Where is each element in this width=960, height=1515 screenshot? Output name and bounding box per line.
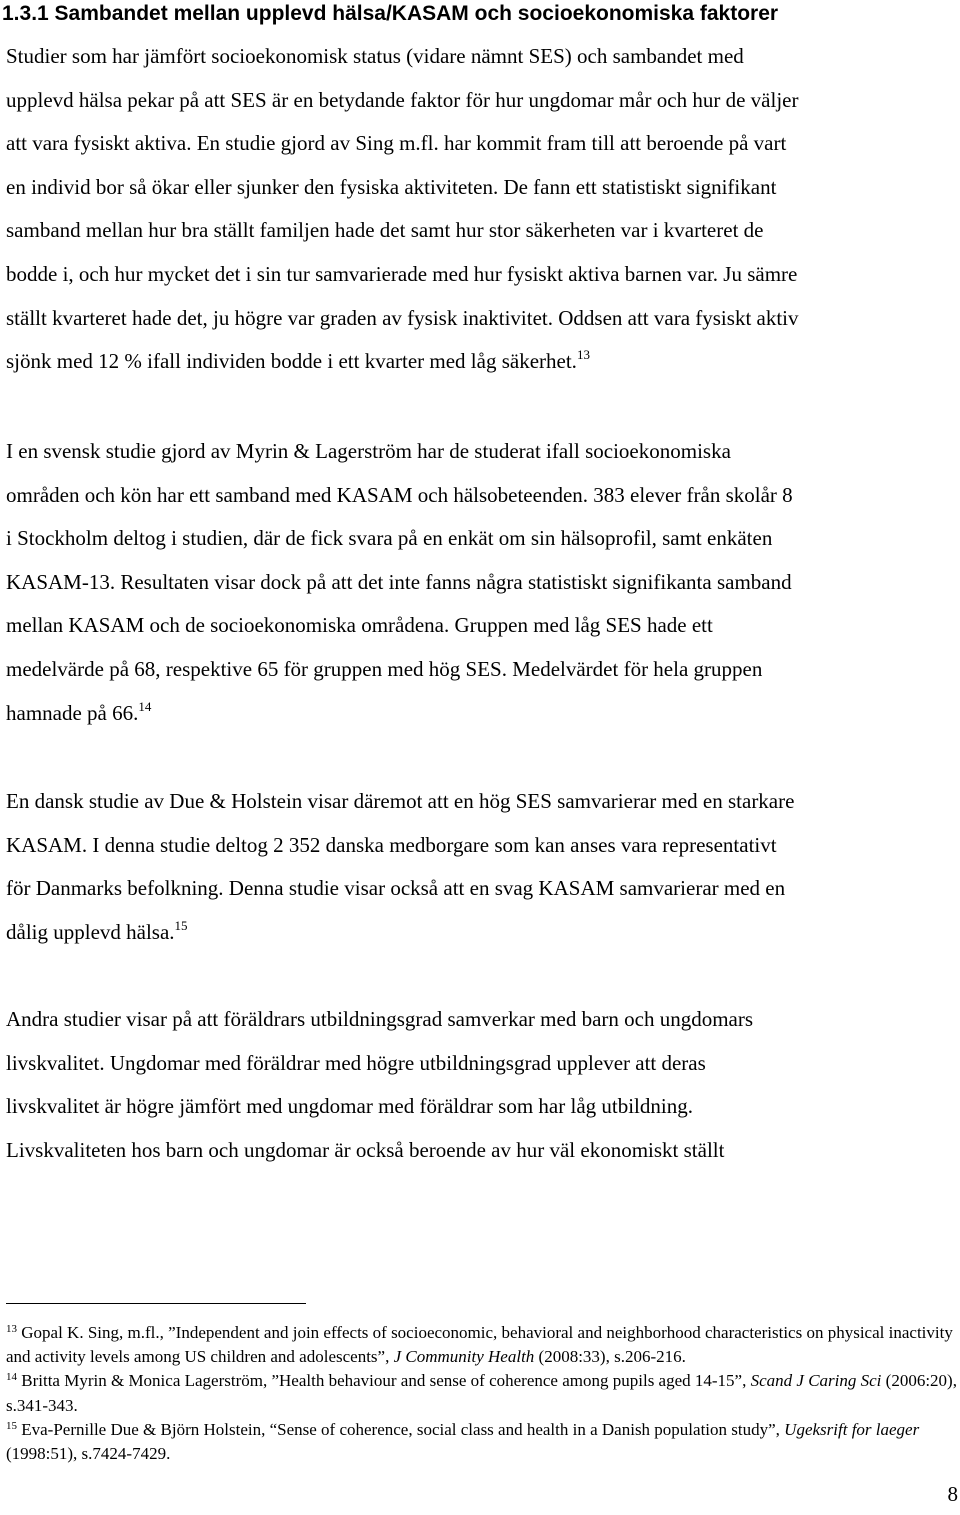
- footnote-text-end: (2008:33), s.206-216.: [534, 1347, 686, 1367]
- text-line: Andra studier visar på att föräldrars utbildningsgrad samverkar med barn och ungdomars: [6, 1007, 754, 1031]
- text-line: mellan KASAM och de socioekonomiska områdena. Gruppen med låg SES hade ett: [6, 613, 713, 638]
- footnote-journal: J Community Health: [393, 1347, 535, 1367]
- text-line: [6, 911, 960, 955]
- paragraph-danish-study: [6, 780, 960, 954]
- text-line: [6, 340, 960, 384]
- footnote-13: [6, 1321, 960, 1369]
- text-line: att vara fysiskt aktiva. En studie gjord av Sing m.fl. har kommit fram till att beroende på vart: [6, 131, 787, 156]
- footnote-ref-13[interactable]: 13: [576, 347, 590, 363]
- text-line: Studier som har jämfört socioekonomisk status (vidare nämnt SES) och sambandet med: [6, 44, 744, 68]
- text-line: upplevd hälsa pekar på att SES är en betydande faktor för hur ungdomar mår och hur de väljer: [6, 87, 799, 112]
- paragraph-swedish-study: [6, 430, 960, 735]
- text-line-content: dålig upplevd hälsa.: [6, 919, 175, 944]
- footnote-text: Eva-Pernille Due & Björn Holstein, “Sense of coherence, social class and health in a Danish population study”,: [21, 1419, 785, 1439]
- footnote-number: 15: [6, 1419, 17, 1432]
- footnote-journal: Ugeksrift for laeger: [784, 1419, 920, 1439]
- text-line: medelvärde på 68, respektive 65 för gruppen med hög SES. Medelvärdet för hela gruppen: [6, 656, 763, 681]
- text-line-content: sjönk med 12 % ifall individen bodde i ett kvarter med låg säkerhet.: [6, 349, 577, 374]
- text-line: områden och kön har ett samband med KASAM och hälsobeteenden. 383 elever från skolår 8: [6, 482, 793, 507]
- text-line: Livskvaliteten hos barn och ungdomar är också beroende av hur väl ekonomiskt ställt: [6, 1137, 725, 1162]
- footnote-15: [6, 1418, 960, 1466]
- text-line: livskvalitet. Ungdomar med föräldrar med högre utbildningsgrad upplever att deras: [6, 1050, 706, 1075]
- text-line: i Stockholm deltog i studien, där de fick svara på en enkät om sin hälsoprofil, samt enkäten: [6, 526, 773, 551]
- footnote-text-end: (1998:51), s.7424-7429.: [6, 1444, 171, 1464]
- footnote-separator: [6, 1303, 306, 1304]
- text-line: livskvalitet är högre jämfört med ungdomar med föräldrar som har låg utbildning.: [6, 1094, 693, 1119]
- text-line: En dansk studie av Due & Holstein visar däremot att en hög SES samvarierar med en starkare: [6, 789, 795, 813]
- footnote-text-end: (2006:20), s.341-343.: [6, 1371, 957, 1415]
- text-line: KASAM-13. Resultaten visar dock på att det inte fanns några statistiskt signifikanta samband: [6, 569, 792, 594]
- footnote-text: Britta Myrin & Monica Lagerström, ”Health behaviour and sense of coherence among pupils aged 14-15”,: [21, 1371, 751, 1391]
- paragraph-ses-health: [6, 35, 960, 384]
- text-line: en individ bor så ökar eller sjunker den fysiska aktiviteten. De fann ett statistiskt signifikant: [6, 174, 777, 199]
- text-line: samband mellan hur bra ställt familjen hade det samt hur stor säkerheten var i kvarteret de: [6, 218, 764, 243]
- text-line: ställt kvarteret hade det, ju högre var graden av fysisk inaktivitet. Oddsen att vara fysiskt aktiv: [6, 305, 799, 330]
- footnote-text: Gopal K. Sing, m.fl., ”Independent and join effects of socioeconomic, behavioral and neighborhood characteristics on physical inactivity and activity levels among US children and adolescents”,: [6, 1323, 953, 1367]
- footnote-number: 13: [6, 1323, 17, 1335]
- text-line: I en svensk studie gjord av Myrin & Lagerström har de studerat ifall socioekonomiska: [6, 439, 731, 463]
- text-line-content: hamnade på 66.: [6, 700, 139, 725]
- text-line: [6, 692, 960, 736]
- text-line: bodde i, och hur mycket det i sin tur samvarierade med hur fysiskt aktiva barnen var. Ju sämre: [6, 261, 798, 286]
- footnote-ref-14[interactable]: 14: [138, 698, 152, 714]
- page-number: 8: [947, 1482, 958, 1506]
- footnote-journal: Scand J Caring Sci: [750, 1371, 882, 1391]
- footnote-number: 14: [6, 1371, 17, 1384]
- footnote-ref-15[interactable]: 15: [174, 917, 188, 933]
- section-heading: 1.3.1 Sambandet mellan upplevd hälsa/KASAM och socioekonomiska faktorer: [2, 2, 779, 25]
- footnotes: [6, 1321, 960, 1466]
- paragraph-parental-education: [6, 998, 960, 1172]
- footnote-14: [6, 1369, 960, 1417]
- text-line: KASAM. I denna studie deltog 2 352 danska medborgare som kan anses vara representativt: [6, 832, 777, 857]
- text-line: för Danmarks befolkning. Denna studie visar också att en svag KASAM samvarierar med en: [6, 876, 786, 901]
